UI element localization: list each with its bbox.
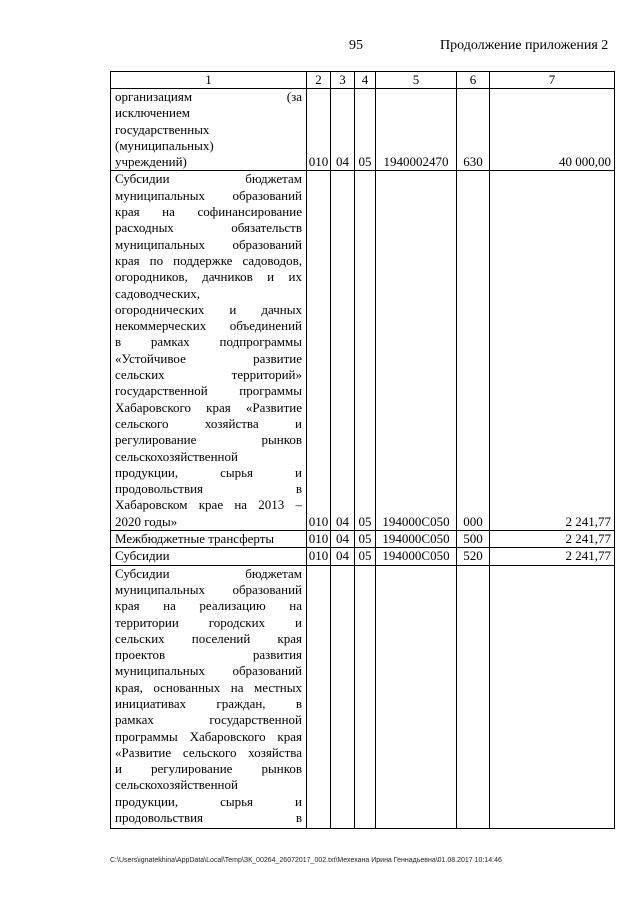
item-name-line: Субсидии (115, 548, 170, 564)
amount-cell (490, 565, 615, 828)
item-name-line: регулирование рынков (115, 432, 302, 448)
item-name-line: Межбюджетные трансферты (115, 531, 275, 547)
section-code-cell: 010 (307, 89, 331, 171)
column-header: 7 (490, 72, 615, 89)
item-name-line: Хабаровском крае на 2013 – (115, 497, 302, 513)
expense-type-cell: 500 (457, 531, 490, 548)
item-name-line: края на реализацию на (115, 598, 302, 614)
table-row (111, 548, 615, 565)
item-name-line: проектов развития (115, 647, 302, 663)
item-name-line: сельских территорий» (115, 367, 302, 383)
item-name-cell (111, 89, 307, 171)
chapter-code-cell: 05 (355, 531, 376, 548)
column-header: 5 (376, 72, 457, 89)
item-name-line: территории городских и (115, 614, 302, 630)
item-name-cell (111, 565, 307, 828)
item-name-line: государственных (115, 121, 210, 137)
item-name-line: Субсидии бюджетам (115, 171, 302, 187)
subsection-code-cell: 04 (331, 548, 355, 565)
item-name-line: и регулирование рынков (115, 761, 302, 777)
item-name-line: сельскохозяйственной (115, 448, 238, 464)
section-code-cell: 010 (307, 548, 331, 565)
expense-type-cell (457, 565, 490, 828)
item-name-line: «Устойчивое развитие (115, 350, 302, 366)
subsection-code-cell (331, 565, 355, 828)
item-name-line: расходных обязательств (115, 220, 302, 236)
item-name-line: муниципальных образований (115, 187, 302, 203)
amount-cell: 2 241,77 (490, 531, 615, 548)
column-header: 1 (111, 72, 307, 89)
item-name-line: учреждений) (115, 154, 187, 170)
expense-type-cell: 630 (457, 89, 490, 171)
section-code-cell: 010 (307, 171, 331, 531)
item-name-line: в рамках подпрограммы (115, 334, 302, 350)
target-article-cell: 194000С050 (376, 531, 457, 548)
item-name-line: исключением (115, 105, 190, 121)
item-name-line: муниципальных образований (115, 663, 302, 679)
item-name-line: государственной программы (115, 383, 302, 399)
section-code-cell (307, 565, 331, 828)
item-name-line: садоводческих, (115, 285, 201, 301)
item-name-line: края на софинансирование (115, 204, 302, 220)
column-header: 3 (331, 72, 355, 89)
item-name-line: муниципальных образований (115, 236, 302, 252)
item-name-line: края, основанных на местных (115, 679, 302, 695)
section-code-cell: 010 (307, 531, 331, 548)
item-name-line: продукции, сырья и (115, 793, 302, 809)
item-name-line: Хабаровского края «Развитие (115, 399, 302, 415)
item-name-line: «Развитие сельского хозяйства (115, 744, 302, 760)
chapter-code-cell: 05 (355, 548, 376, 565)
expense-type-cell: 520 (457, 548, 490, 565)
amount-cell: 40 000,00 (490, 89, 615, 171)
target-article-cell: 1940002470 (376, 89, 457, 171)
item-name-line: муниципальных образований (115, 581, 302, 597)
subsection-code-cell: 04 (331, 171, 355, 531)
page-number: 95 (349, 38, 363, 53)
item-name-line: некоммерческих объединений (115, 318, 302, 334)
item-name-line: организациям (за (115, 89, 302, 104)
item-name-line: продукции, сырья и (115, 464, 302, 480)
item-name-line: инициативах граждан, в (115, 695, 302, 711)
column-header: 6 (457, 72, 490, 89)
item-name-line: программы Хабаровского края (115, 728, 302, 744)
table-row (111, 171, 615, 531)
amount-cell: 2 241,77 (490, 548, 615, 565)
column-header: 4 (355, 72, 376, 89)
item-name-cell (111, 531, 307, 548)
table-header-row (111, 72, 615, 89)
item-name-cell (111, 171, 307, 531)
item-name-line: сельских поселений края (115, 630, 302, 646)
chapter-code-cell (355, 565, 376, 828)
column-header: 2 (307, 72, 331, 89)
table-row (111, 565, 615, 828)
item-name-line: сельскохозяйственной (115, 777, 238, 793)
expense-type-cell: 000 (457, 171, 490, 531)
chapter-code-cell: 05 (355, 89, 376, 171)
file-path-footer: C:\Users\ignatekhina\AppData\Local\Temp\ЗК_00264_26072017_002.txt\Мехеханa Ирина Геннадьевна\01.08.2017 10:14:46 (110, 857, 502, 864)
amount-cell: 2 241,77 (490, 171, 615, 531)
target-article-cell (376, 565, 457, 828)
budget-table (110, 71, 615, 829)
item-name-line: рамках государственной (115, 712, 302, 728)
item-name-line: Субсидии бюджетам (115, 565, 302, 581)
subsection-code-cell: 04 (331, 531, 355, 548)
item-name-line: огороднических и дачных (115, 301, 302, 317)
item-name-line: (муниципальных) (115, 137, 214, 153)
item-name-cell (111, 548, 307, 565)
appendix-label: Продолжение приложения 2 (440, 38, 609, 53)
target-article-cell: 194000С050 (376, 171, 457, 531)
subsection-code-cell: 04 (331, 89, 355, 171)
chapter-code-cell: 05 (355, 171, 376, 531)
item-name-line: сельского хозяйства и (115, 415, 302, 431)
item-name-line: продовольствия в (115, 810, 302, 826)
target-article-cell: 194000С050 (376, 548, 457, 565)
item-name-line: огородников, дачников и их (115, 269, 302, 285)
table-row (111, 531, 615, 548)
item-name-line: 2020 годы» (115, 513, 178, 529)
table-row (111, 89, 615, 171)
item-name-line: продовольствия в (115, 481, 302, 497)
item-name-line: края по поддержке садоводов, (115, 252, 302, 268)
